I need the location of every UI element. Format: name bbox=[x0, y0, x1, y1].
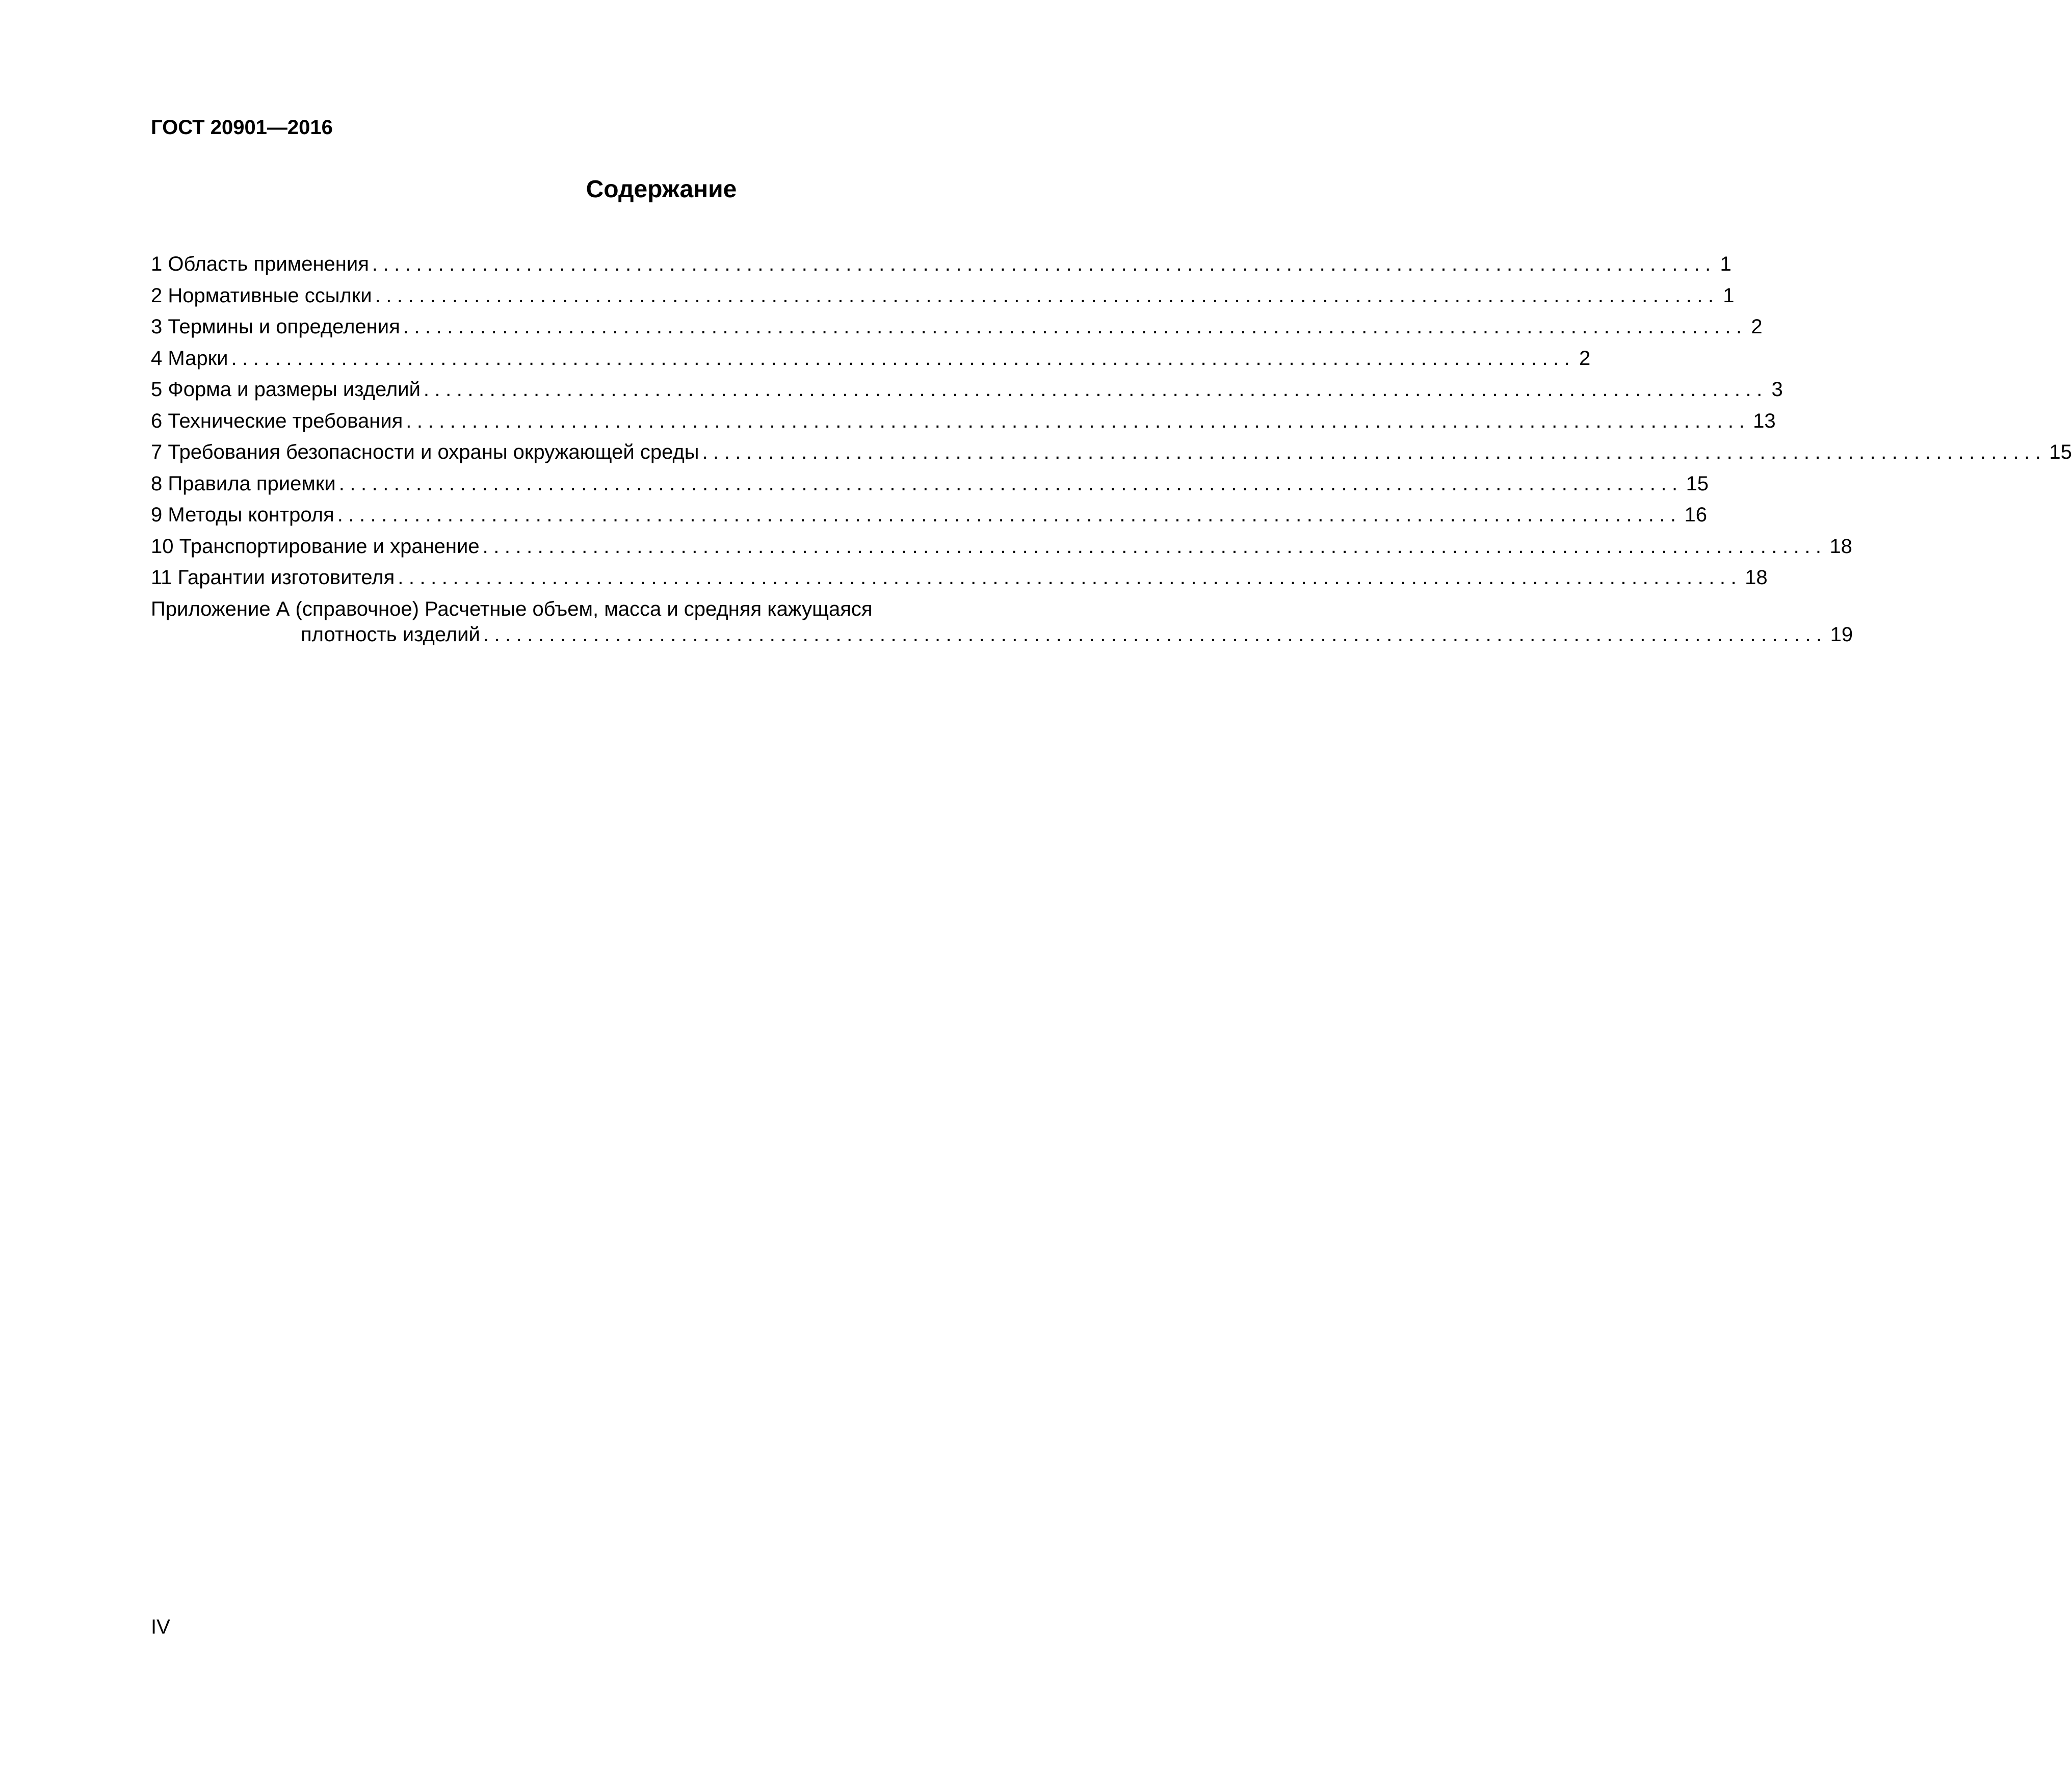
toc-entry-page: 15 bbox=[1686, 472, 1709, 495]
toc-entry-title: 6 Технические требования bbox=[151, 409, 403, 432]
toc-dot-leader: .......................................................................................................................... bbox=[375, 284, 1719, 307]
toc-entry[interactable] bbox=[151, 532, 1852, 564]
toc-entry[interactable] bbox=[151, 250, 1732, 281]
toc-entry-page: 2 bbox=[1579, 347, 1591, 370]
toc-entry-page: 1 bbox=[1723, 284, 1735, 307]
toc-appendix-title-continued: плотность изделий bbox=[301, 623, 480, 646]
toc-entry-title: 8 Правила приемки bbox=[151, 472, 336, 495]
toc-entry-page: 18 bbox=[1745, 566, 1768, 589]
toc-entry-page: 3 bbox=[1771, 378, 1783, 401]
toc-entry-page: 13 bbox=[1753, 409, 1776, 432]
toc-entry-page: 15 bbox=[2049, 441, 2072, 463]
toc-dot-leader: .......................................................................................................................... bbox=[423, 378, 1768, 401]
toc-entry-page: 1 bbox=[1720, 253, 1732, 275]
toc-entry[interactable] bbox=[151, 344, 1591, 376]
toc-dot-leader: .......................................................................................................................... bbox=[406, 409, 1750, 432]
toc-entry-title: 3 Термины и определения bbox=[151, 315, 400, 338]
toc-dot-leader: .......................................................................................................................... bbox=[337, 504, 1682, 526]
toc-entry-title: 11 Гарантии изготовителя bbox=[151, 566, 395, 589]
toc-entry[interactable] bbox=[151, 469, 1709, 501]
toc-appendix-title: Приложение А (справочное) Расчетные объем, масса и средняя кажущаяся bbox=[151, 597, 873, 620]
toc-entry[interactable] bbox=[151, 407, 1776, 438]
toc-entry-appendix[interactable] bbox=[151, 595, 1853, 650]
toc-entry[interactable] bbox=[151, 438, 2072, 469]
toc-entry-title: 1 Область применения bbox=[151, 253, 369, 275]
toc-dot-leader: .......................................................................................................................... bbox=[372, 253, 1716, 275]
toc-entry-page: 2 bbox=[1751, 315, 1763, 338]
toc-dot-leader: .......................................................................................................................... bbox=[338, 472, 1683, 495]
toc-entry[interactable] bbox=[151, 281, 1735, 313]
document-code: ГОСТ 20901—2016 bbox=[151, 116, 333, 139]
toc-entry[interactable] bbox=[151, 375, 1783, 407]
toc-entry-title: 10 Транспортирование и хранение bbox=[151, 535, 480, 558]
toc-entry[interactable] bbox=[151, 563, 1768, 595]
table-of-contents bbox=[151, 250, 2072, 650]
toc-entry-page: 16 bbox=[1684, 504, 1708, 526]
page-title: Содержание bbox=[586, 176, 737, 203]
toc-entry-title: 4 Марки bbox=[151, 347, 228, 370]
toc-dot-leader: .......................................................................................................................... bbox=[403, 315, 1747, 338]
toc-entry-title: 2 Нормативные ссылки bbox=[151, 284, 372, 307]
page-number: IV bbox=[151, 1616, 170, 1638]
toc-dot-leader: .......................................................................................................................... bbox=[702, 441, 2047, 463]
toc-entry[interactable] bbox=[151, 501, 1708, 532]
toc-dot-leader: .......................................................................................................................... bbox=[231, 347, 1576, 370]
toc-entry-page: 18 bbox=[1829, 535, 1852, 558]
toc-entry-page: 19 bbox=[1830, 623, 1853, 646]
toc-entry-title: 9 Методы контроля bbox=[151, 504, 334, 526]
toc-entry-title: 5 Форма и размеры изделий bbox=[151, 378, 421, 401]
toc-entry-title: 7 Требования безопасности и охраны окружающей среды bbox=[151, 441, 699, 463]
toc-dot-leader: .......................................................................................................................... bbox=[398, 566, 1742, 589]
toc-dot-leader: .......................................................................................................................... bbox=[482, 535, 1827, 558]
toc-entry[interactable] bbox=[151, 312, 1763, 344]
toc-dot-leader: .......................................................................................................................... bbox=[483, 623, 1827, 646]
